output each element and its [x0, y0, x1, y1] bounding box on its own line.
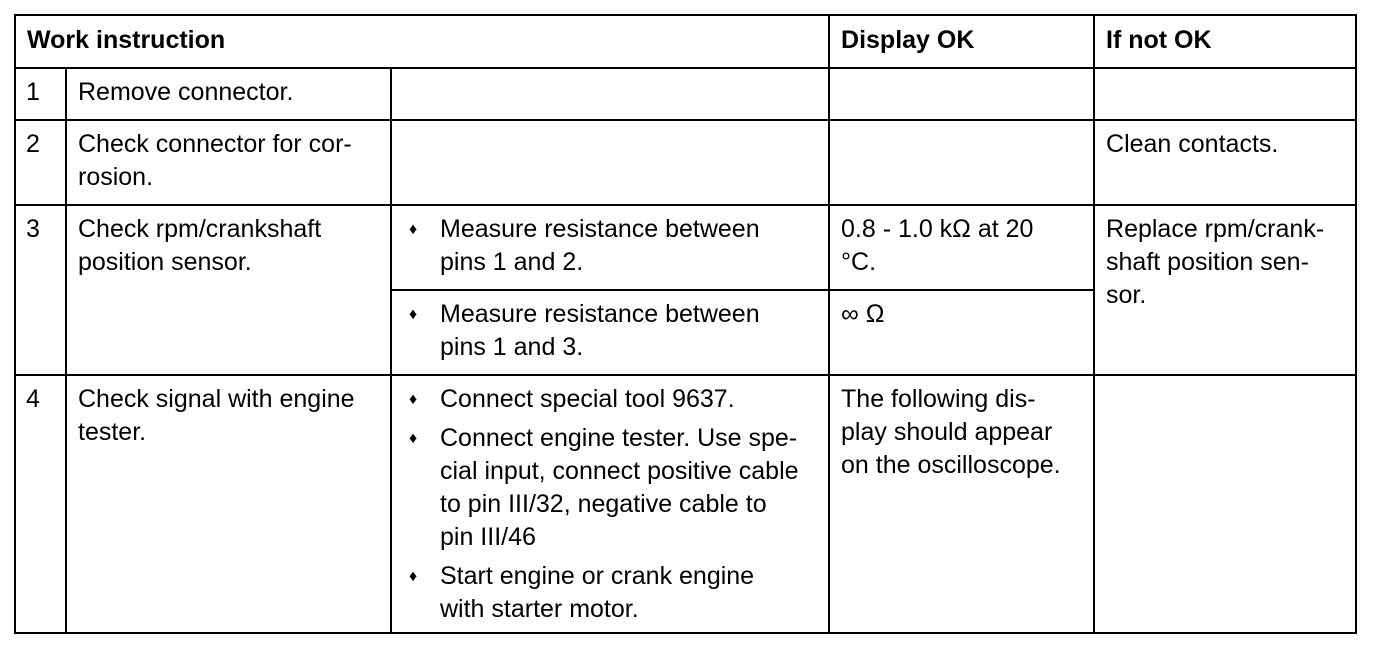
step-line: Connect engine tester. Use spe-	[440, 424, 798, 452]
if-not-ok-cell: Clean contacts.	[1094, 120, 1356, 205]
step-cell	[391, 205, 829, 290]
step-line: Measure resistance between	[440, 300, 760, 328]
diamond-bullet-icon: ♦	[409, 306, 418, 323]
display-line: The following dis-	[841, 385, 1036, 413]
step-line: to pin III/32, negative cable to	[440, 490, 767, 518]
display-ok-cell	[829, 120, 1094, 205]
step-line: with starter motor.	[440, 595, 639, 623]
diamond-bullet-icon: ♦	[409, 568, 418, 585]
step-line: Connect special tool 9637.	[440, 385, 735, 413]
display-ok-cell	[829, 205, 1094, 290]
step-item	[403, 213, 818, 279]
instruction-cell: Remove connector.	[66, 68, 391, 120]
display-line: °C.	[841, 248, 877, 276]
instruction-line: tester.	[78, 418, 147, 446]
instruction-line: Check connector for cor-	[78, 130, 352, 158]
row-number: 2	[15, 120, 66, 205]
table-row	[15, 205, 1356, 290]
table-row	[15, 68, 1356, 120]
display-ok-cell	[829, 68, 1094, 120]
step-line: cial input, connect positive cable	[440, 457, 799, 485]
display-line: on the oscilloscope.	[841, 451, 1061, 479]
table-row	[15, 120, 1356, 205]
diamond-bullet-icon: ♦	[409, 221, 418, 238]
instruction-line: Check rpm/crankshaft	[78, 215, 322, 243]
work-instruction-table	[14, 14, 1357, 634]
display-line: 0.8 - 1.0 kΩ at 20	[841, 215, 1034, 243]
step-line: pin III/46	[440, 523, 536, 551]
header-display-ok: Display OK	[829, 15, 1094, 68]
if-not-ok-line: Replace rpm/crank-	[1106, 215, 1325, 243]
if-not-ok-line: sor.	[1106, 281, 1147, 309]
table-row	[15, 375, 1356, 633]
row-number: 3	[15, 205, 66, 375]
if-not-ok-cell	[1094, 68, 1356, 120]
if-not-ok-line: shaft position sen-	[1106, 248, 1309, 276]
header-if-not-ok: If not OK	[1094, 15, 1356, 68]
step-item	[403, 298, 818, 364]
step-line: pins 1 and 3.	[440, 333, 584, 361]
step-cell	[391, 375, 829, 633]
step-line: pins 1 and 2.	[440, 248, 584, 276]
instruction-line: position sensor.	[78, 248, 252, 276]
instruction-cell	[66, 120, 391, 205]
step-item	[403, 560, 818, 626]
instruction-cell	[66, 205, 391, 375]
row-number: 1	[15, 68, 66, 120]
step-cell	[391, 290, 829, 375]
diamond-bullet-icon: ♦	[409, 391, 418, 408]
if-not-ok-cell	[1094, 205, 1356, 375]
step-line: Start engine or crank engine	[440, 562, 755, 590]
row-number: 4	[15, 375, 66, 633]
instruction-line: rosion.	[78, 163, 154, 191]
step-cell	[391, 68, 829, 120]
instruction-line: Check signal with engine	[78, 385, 355, 413]
display-ok-cell	[829, 290, 1094, 375]
if-not-ok-cell	[1094, 375, 1356, 633]
header-work-instruction: Work instruction	[15, 15, 829, 68]
step-item	[403, 383, 818, 416]
header-row	[15, 15, 1356, 68]
step-item	[403, 422, 818, 554]
display-ok-cell	[829, 375, 1094, 633]
step-line: Measure resistance between	[440, 215, 760, 243]
step-cell	[391, 120, 829, 205]
display-line: ∞ Ω	[841, 300, 885, 328]
display-line: play should appear	[841, 418, 1053, 446]
instruction-cell	[66, 375, 391, 633]
diamond-bullet-icon: ♦	[409, 430, 418, 447]
